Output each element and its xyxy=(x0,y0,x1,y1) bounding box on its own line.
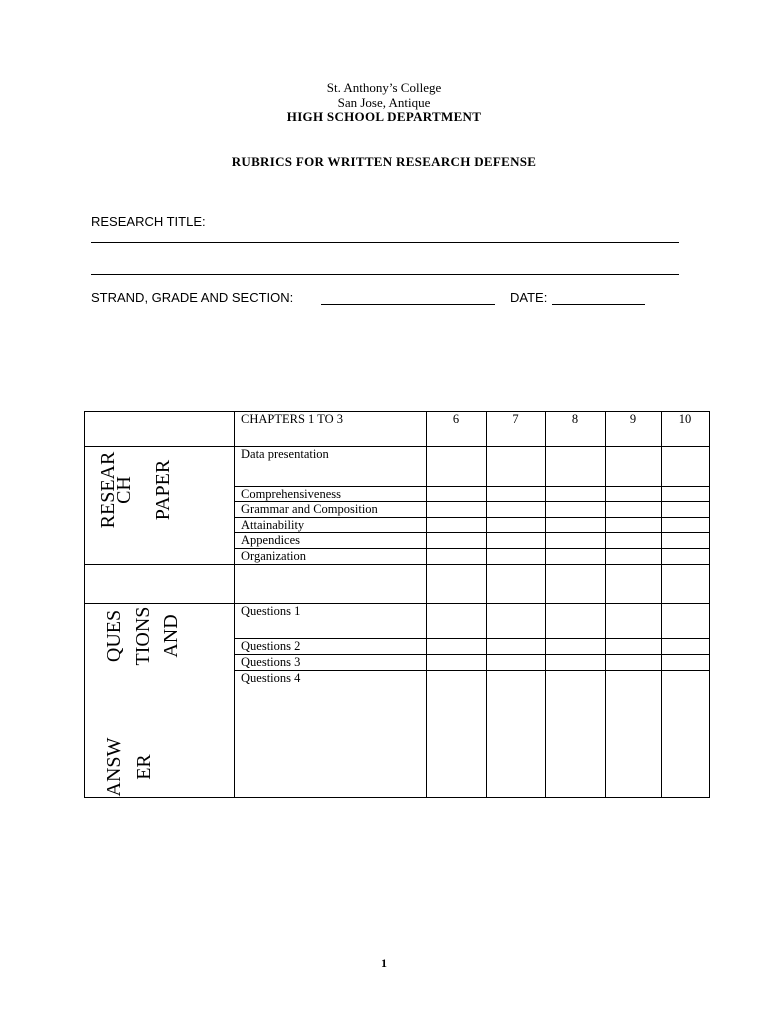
strand-grade-section-label: STRAND, GRADE AND SECTION: xyxy=(91,290,294,305)
table-column-border xyxy=(661,411,662,797)
table-row-border xyxy=(234,654,710,655)
criterion-organization: Organization xyxy=(241,549,307,563)
criterion-attainability: Attainability xyxy=(241,518,305,532)
table-bottom-border xyxy=(84,797,710,798)
criterion-questions-2: Questions 2 xyxy=(241,639,301,653)
table-column-border xyxy=(486,411,487,797)
table-row-border xyxy=(234,517,710,518)
research-label-line-3: PAPER xyxy=(152,459,174,521)
table-row-border xyxy=(84,446,710,447)
table-row-border xyxy=(234,670,710,671)
criterion-questions-3: Questions 3 xyxy=(241,655,301,669)
criterion-data-presentation: Data presentation xyxy=(241,447,329,461)
research-label-line-2: CH xyxy=(113,476,135,504)
chapters-header: CHAPTERS 1 TO 3 xyxy=(241,412,343,426)
table-left-border xyxy=(84,411,85,797)
date-label: DATE: xyxy=(510,290,548,305)
answer-label-line-2: ER xyxy=(133,754,155,780)
research-label-line-1: RESEAR xyxy=(97,451,119,529)
table-column-border xyxy=(605,411,606,797)
score-column-7: 7 xyxy=(512,412,519,426)
score-column-8: 8 xyxy=(571,412,579,426)
questions-label-line-1: QUES xyxy=(103,609,125,663)
questions-label-line-2: TIONS xyxy=(132,606,154,666)
score-column-10: 10 xyxy=(678,412,692,426)
answer-label-line-1: ANSW xyxy=(103,737,125,797)
table-column-border xyxy=(545,411,546,797)
score-column-6: 6 xyxy=(452,412,460,426)
research-title-label: RESEARCH TITLE: xyxy=(91,214,206,229)
table-row-border xyxy=(234,638,710,639)
score-column-9: 9 xyxy=(629,412,637,426)
document-title: RUBRICS FOR WRITTEN RESEARCH DEFENSE xyxy=(231,154,537,169)
table-right-border xyxy=(709,411,710,797)
table-column-border xyxy=(234,411,235,797)
table-column-border xyxy=(426,411,427,797)
page-number: 1 xyxy=(381,956,387,970)
criterion-grammar-composition: Grammar and Composition xyxy=(241,502,378,516)
criterion-comprehensiveness: Comprehensiveness xyxy=(241,487,341,501)
questions-label-line-3: AND xyxy=(160,614,182,658)
criterion-questions-4: Questions 4 xyxy=(241,671,301,685)
college-location: San Jose, Antique xyxy=(337,95,431,110)
college-name: St. Anthony’s College xyxy=(326,80,442,95)
criterion-appendices: Appendices xyxy=(241,533,301,547)
table-row-border xyxy=(234,532,710,533)
department-name: HIGH SCHOOL DEPARTMENT xyxy=(286,109,482,124)
criterion-questions-1: Questions 1 xyxy=(241,604,301,618)
table-row-border xyxy=(84,564,710,565)
